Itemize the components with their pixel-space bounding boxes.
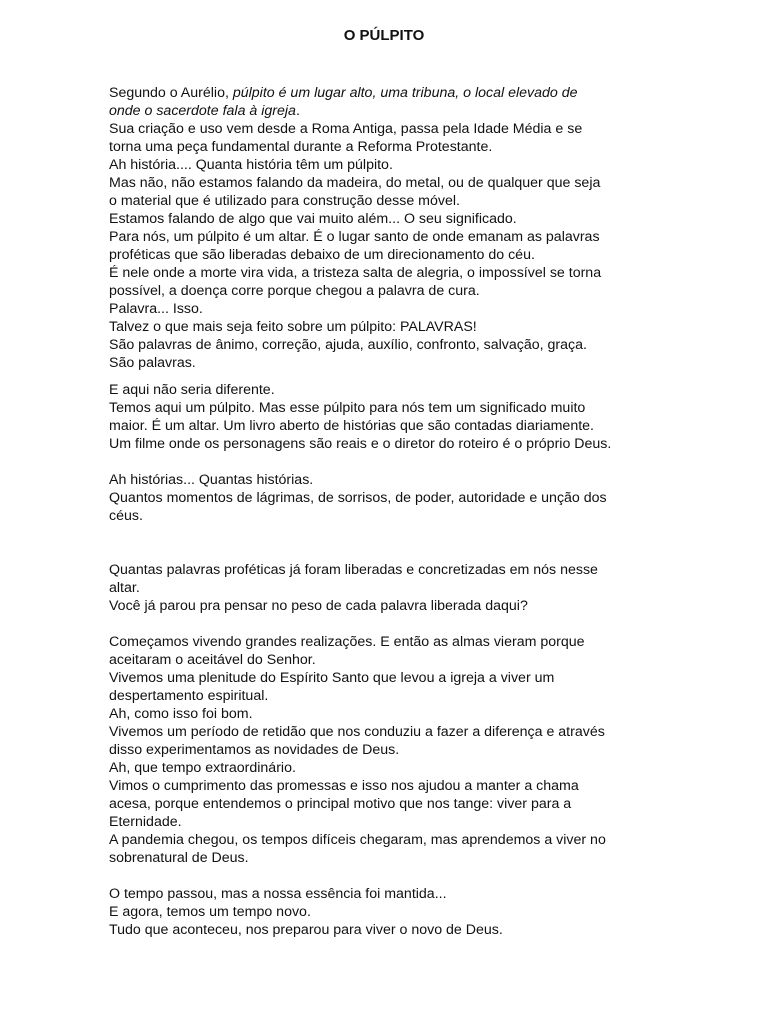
text-line: despertamento espiritual. <box>109 688 269 704</box>
text-line: São palavras. <box>109 355 196 371</box>
text-line: Para nós, um púlpito é um altar. É o lugar santo de onde emanam as palavras <box>109 229 600 245</box>
text-line: Quantas palavras proféticas já foram liberadas e concretizadas em nós nesse <box>109 562 598 578</box>
text-line: Palavra... Isso. <box>109 301 203 317</box>
text-line: Talvez o que mais seja feito sobre um púlpito: PALAVRAS! <box>109 319 477 335</box>
text-line: Começamos vivendo grandes realizações. E então as almas vieram porque <box>109 634 585 650</box>
text-line: Segundo o Aurélio, púlpito é um lugar alto, uma tribuna, o local elevado de <box>109 85 578 101</box>
text-line: Mas não, não estamos falando da madeira, do metal, ou de qualquer que seja <box>109 175 601 191</box>
text-line: o material que é utilizado para construção desse móvel. <box>109 193 460 209</box>
text-line: torna uma peça fundamental durante a Reforma Protestante. <box>109 139 493 155</box>
text-line: Um filme onde os personagens são reais e o diretor do roteiro é o próprio Deus. <box>109 436 612 452</box>
text-line: possível, a doença corre porque chegou a palavra de cura. <box>109 283 480 299</box>
text-line: altar. <box>109 580 140 596</box>
text-line: Estamos falando de algo que vai muito além... O seu significado. <box>109 211 517 227</box>
italic-definition: onde o sacerdote fala à igreja <box>109 103 296 119</box>
text-line: Tudo que aconteceu, nos preparou para viver o novo de Deus. <box>109 922 503 938</box>
page-title: O PÚLPITO <box>343 27 425 44</box>
text-line: Você já parou pra pensar no peso de cada palavra liberada daqui? <box>109 598 528 614</box>
text-line: Temos aqui um púlpito. Mas esse púlpito para nós tem um significado muito <box>109 400 586 416</box>
text-line: Vivemos um período de retidão que nos conduziu a fazer a diferença e através <box>109 724 605 740</box>
text-line: Ah história.... Quanta história têm um púlpito. <box>109 157 393 173</box>
text-line: São palavras de ânimo, correção, ajuda, auxílio, confronto, salvação, graça. <box>109 337 587 353</box>
text-line: A pandemia chegou, os tempos difíceis chegaram, mas aprendemos a viver no <box>109 832 606 848</box>
text-line: maior. É um altar. Um livro aberto de histórias que são contadas diariamente. <box>109 418 594 434</box>
text-line: Vimos o cumprimento das promessas e isso nos ajudou a manter a chama <box>109 778 579 794</box>
text-line: aceitaram o aceitável do Senhor. <box>109 652 316 668</box>
text-line: Ah, como isso foi bom. <box>109 706 253 722</box>
text-line: O tempo passou, mas a nossa essência foi mantida... <box>109 886 447 902</box>
paragraph-gap <box>109 453 669 471</box>
text-line: acesa, porque entendemos o principal motivo que nos tange: viver para a <box>109 796 572 812</box>
text-line: E agora, temos um tempo novo. <box>109 904 311 920</box>
text-line: Ah, que tempo extraordinário. <box>109 760 296 776</box>
paragraph-gap <box>109 372 669 381</box>
text-line: É nele onde a morte vira vida, a tristeza salta de alegria, o impossível se torna <box>109 265 602 281</box>
paragraph-gap <box>109 615 669 633</box>
text-line: céus. <box>109 508 143 524</box>
text-line: onde o sacerdote fala à igreja. <box>109 103 300 119</box>
text-line: proféticas que são liberadas debaixo de um direcionamento do céu. <box>109 247 535 263</box>
text-line: E aqui não seria diferente. <box>109 382 275 398</box>
paragraph-gap <box>109 525 669 561</box>
document-body <box>109 84 669 939</box>
text-line: Ah histórias... Quantas histórias. <box>109 472 314 488</box>
paragraph-gap <box>109 867 669 885</box>
text-line: Vivemos uma plenitude do Espírito Santo que levou a igreja a viver um <box>109 670 555 686</box>
text-line: Quantos momentos de lágrimas, de sorrisos, de poder, autoridade e unção dos <box>109 490 607 506</box>
italic-definition: púlpito é um lugar alto, uma tribuna, o local elevado de <box>232 85 578 101</box>
text-line: Sua criação e uso vem desde a Roma Antiga, passa pela Idade Média e se <box>109 121 583 137</box>
text-line: disso experimentamos as novidades de Deus. <box>109 742 400 758</box>
text-line: Eternidade. <box>109 814 182 830</box>
text-line: sobrenatural de Deus. <box>109 850 249 866</box>
